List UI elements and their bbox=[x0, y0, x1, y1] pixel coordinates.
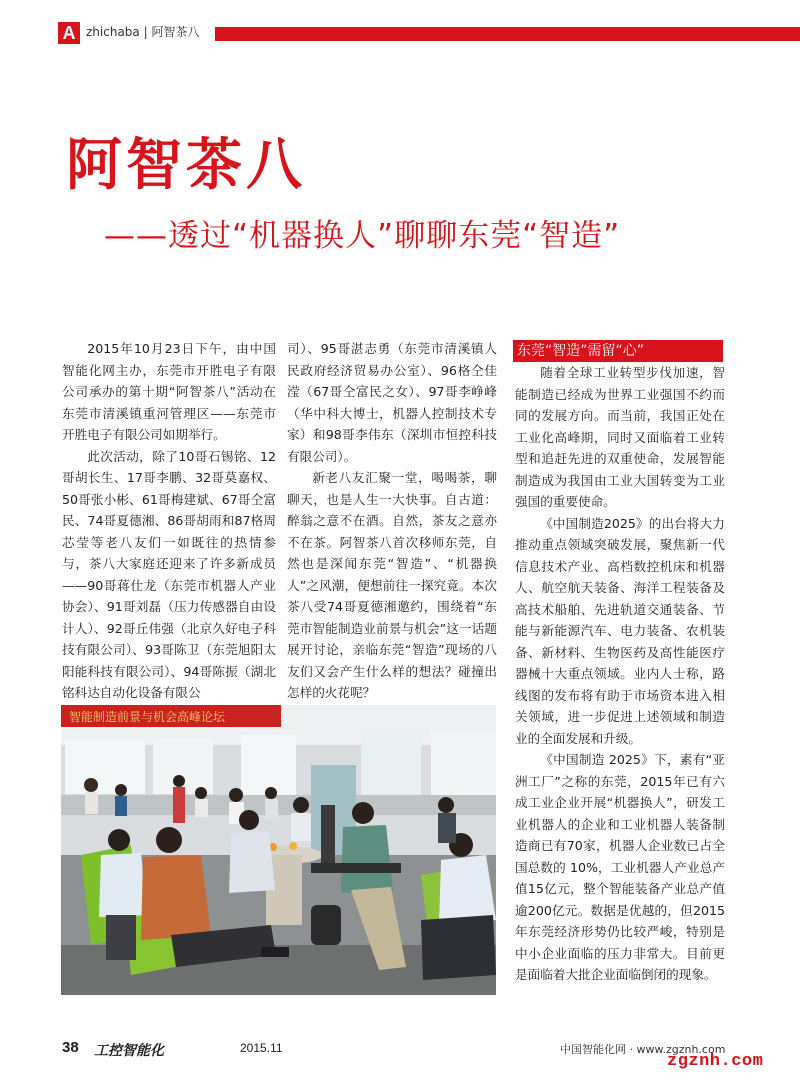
magazine-name: 工控智能化 bbox=[94, 1043, 164, 1059]
text-column-2 bbox=[287, 338, 497, 704]
paragraph: 《中国制造2025》的出台将大力推动重点领域突破发展，聚焦新一代信息技术产业、高档数控机床和机器人、航空航天装备、海洋工程装备及高技术船舶、先进轨道交通装备、节能与新能源汽车、电力装备、农机装备、新材料、生物医药及高性能医疗器械十大重点领域。业内人士称，路线图的发布将有助于市场资本进入相关领域，进一步促进上述领域和制造业的全面发展和升级。 bbox=[515, 515, 725, 746]
paragraph: 司）、95哥湛志勇（东莞市清溪镇人民政府经济贸易办公室）、96格仝佳滢（67哥仝富民之女）、97哥李峥峰（华中科大博士，机器人控制技术专家）和98哥李伟东（深圳市恒控科技有限公司）。 bbox=[287, 341, 497, 464]
photo-banner-text: 智能制造前景与机会高峰论坛 bbox=[69, 710, 226, 724]
page-number: 38 bbox=[62, 1039, 79, 1056]
paragraph: 此次活动，除了10哥石锡铭、12哥胡长生、17哥李鹏、32哥莫嘉权、50哥张小彬、61哥梅建斌、67哥仝富民、74哥夏德湘、86哥胡雨和87格周芯莹等老八友们一如既往的热情参与，茶八大家庭还迎来了许多新成员——90哥蒋仕龙（东莞市机器人产业协会）、91哥刘磊（压力传感器自由设计人）、92哥丘伟强（北京久好电子科技有限公司）、93哥陈卫（东莞旭阳太阳能科技有限公司）、94哥陈振（湖北铭科达自动化设备有限公 bbox=[62, 448, 276, 700]
article-title: 阿智茶八 bbox=[66, 133, 306, 198]
header-red-rule bbox=[215, 27, 800, 41]
watermark: zgznh.com bbox=[667, 1052, 764, 1071]
paragraph: 《中国制造 2025》下，素有“亚洲工厂”之称的东莞，2015年已有六成工业企业开展“机器换人”，研发工业机器人的企业和工业机器人装备制造商已有70家，机器人企业数已占全国总数的 10%，工业机器人产业总产值15亿元，整个智能装备产业总产值逾200亿元。数据是优越的，但2015年东莞经济形势仍比较严峻，特别是中小企业面临的压力非常大。目前更是面临着大批企业面临倒闭的现象。 bbox=[515, 752, 725, 982]
section-letter-badge: A bbox=[58, 22, 80, 44]
paragraph: 2015年10月23日下午，由中国智能化网主办，东莞市开胜电子有限公司承办的第十期“阿智茶八”活动在东莞市清溪镇重河管理区——东莞市开胜电子有限公司如期举行。 bbox=[62, 341, 276, 442]
event-photo bbox=[61, 705, 496, 995]
issue-date: 2015.11 bbox=[240, 1041, 283, 1055]
section-heading: 东莞“智造”需留“心” bbox=[513, 340, 723, 362]
text-column-1 bbox=[62, 338, 276, 704]
paragraph: 随着全球工业转型步伐加速，智能制造已经成为世界工业强国不约而同的发展方向。而当前，我国正处在工业化高峰期，同时又面临着工业转型和追赶先进的双重使命，发展智能制造成为我国由工业大国转变为工业强国的重要使命。 bbox=[515, 365, 725, 509]
column-brand-label: zhichaba | 阿智茶八 bbox=[86, 25, 200, 39]
event-photo-illustration bbox=[61, 705, 496, 995]
paragraph: 新老八友汇聚一堂，喝喝茶，聊聊天，也是人生一大快事。自古道：醉翁之意不在酒。自然，茶友之意亦不在茶。阿智茶八首次移师东莞，自然也是深闻东莞“智造”、“机器换人”之风潮，便想前往一探究竟。本次茶八受74哥夏德湘邀约，围绕着“东莞市智能制造业前景与机会”这一话题展开讨论，亲临东莞“智造”现场的八友们又会产生什么样的想法？碰撞出怎样的火花呢？ bbox=[287, 470, 497, 700]
website-credit: 中国智能化网 · www.zgznh.com bbox=[560, 1043, 726, 1056]
article-subtitle: ——透过“机器换人”聊聊东莞“智造” bbox=[104, 218, 621, 254]
text-column-3 bbox=[515, 362, 725, 986]
